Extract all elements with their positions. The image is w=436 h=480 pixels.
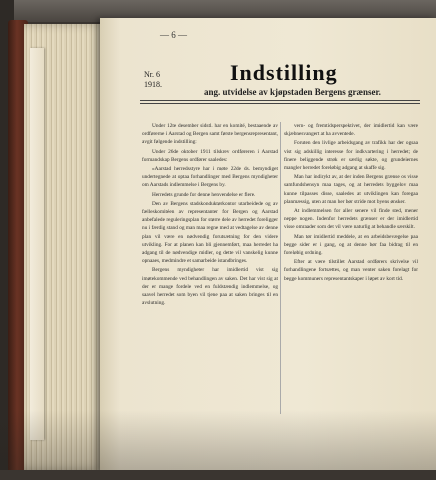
paragraph: Under 26de oktober 1911 tilskrev ordføreren i Aarstad formandskap Bergens ordfører saaledes: (142, 148, 278, 163)
paragraph: »Aarstad herredsstyre har i møte 22de ds. bemyndiget undertegnede at optaa forhandlinger med Bergens myndigheter om Aarstads indlemmelse i Bergens by. (142, 166, 278, 189)
paragraph: At indlemmelsen for aller senere vil finde sted, mener neppe nogen. Indenfor herredets grænser er der imidlertid visse omraader som det vil være naturlig at behandle særskilt. (284, 208, 418, 231)
document-title: Indstilling (230, 60, 338, 85)
paragraph: Efter at være tilstillet Aarstad ordførers skrivelse vil forhandlingene fortsættes, og man venter saken forelagt for begge kommuners representantskaper i løpet av kort tid. (284, 259, 418, 282)
header-rule-top (140, 100, 420, 101)
text-column-left (142, 122, 278, 422)
paragraph: Bergens myndigheter har imidlertid vist sig imøtekommende ved behandlingen av saken. Det har vist sig at der er mange fordele ved en fuldstændig indlemmelse, og saavel herredet som byen vil tjene paa at saken bringes til en avslutning. (142, 267, 278, 307)
paragraph: vern- og fremtidsperspektivet, der imidlertid kan være skjæbnesvangert at ha avventede. (284, 123, 418, 138)
issue-year: 1918. (144, 80, 162, 89)
issue-number: Nr. 6 (144, 70, 160, 79)
paragraph: Foruten den livlige arbeidsgang av trafikk har der ogsaa vist sig adskillig interesse for indkvartering i herredet; de finere beliggende strøk er særlig søkte, og grundeiernes mangler herredet foreløbig adgang at skaffe sig. (284, 140, 418, 172)
paragraph: Herredets grunde for denne henvendelse er flere. (152, 191, 256, 198)
paper-slip (30, 48, 44, 440)
paragraph: Under 12te desember sidstl. har en komité, bestaaende av ordførerne i Aarstad og Bergen samt første bergensrepresentant, avgit følgende indstilling: (142, 123, 278, 146)
header-rule-bottom (140, 103, 420, 104)
paragraph: Den av Bergens stadskonduktørkontor utarbeidede og av fælleskomitéen av representanter for Bergen og Aarstad anbefalede reguleringsplan for større dele av herredet foreligger nu i færdig stand og man maa regne med at vedtagelse av denne plan vil være en nødvendig forutsætning for den videre utvikling. For at planen kan bli gjennemført, maa herredet ha adgang til de nødvendige midler, og dette vil vanskelig kunne opnaaes, medmindre et samarbeide istandbringes. (142, 200, 278, 265)
document-subtitle: ang. utvidelse av kjøpstaden Bergens grænser. (204, 87, 381, 97)
page-number: — 6 — (160, 30, 187, 40)
paragraph: Man har indirykt av, at der inden Bergens grænse os visse samfundshensyn maa tages, og at herredets byggelov maa kunne tilpasses disse, saaledes at utviklingen kan foregaa planmæssig, uten at man her bør stride mot byens ønsker. (284, 174, 418, 205)
paragraph: Man tør imidlertid meddele, at en arbeidsbevægelse paa begge sider er i gang, og at denne bør faa bidrag til en foreløbig ordning. (284, 233, 418, 257)
background-bottom (0, 470, 436, 480)
text-column-right (284, 122, 418, 422)
issue-number-block (144, 70, 162, 90)
column-divider (280, 122, 281, 414)
